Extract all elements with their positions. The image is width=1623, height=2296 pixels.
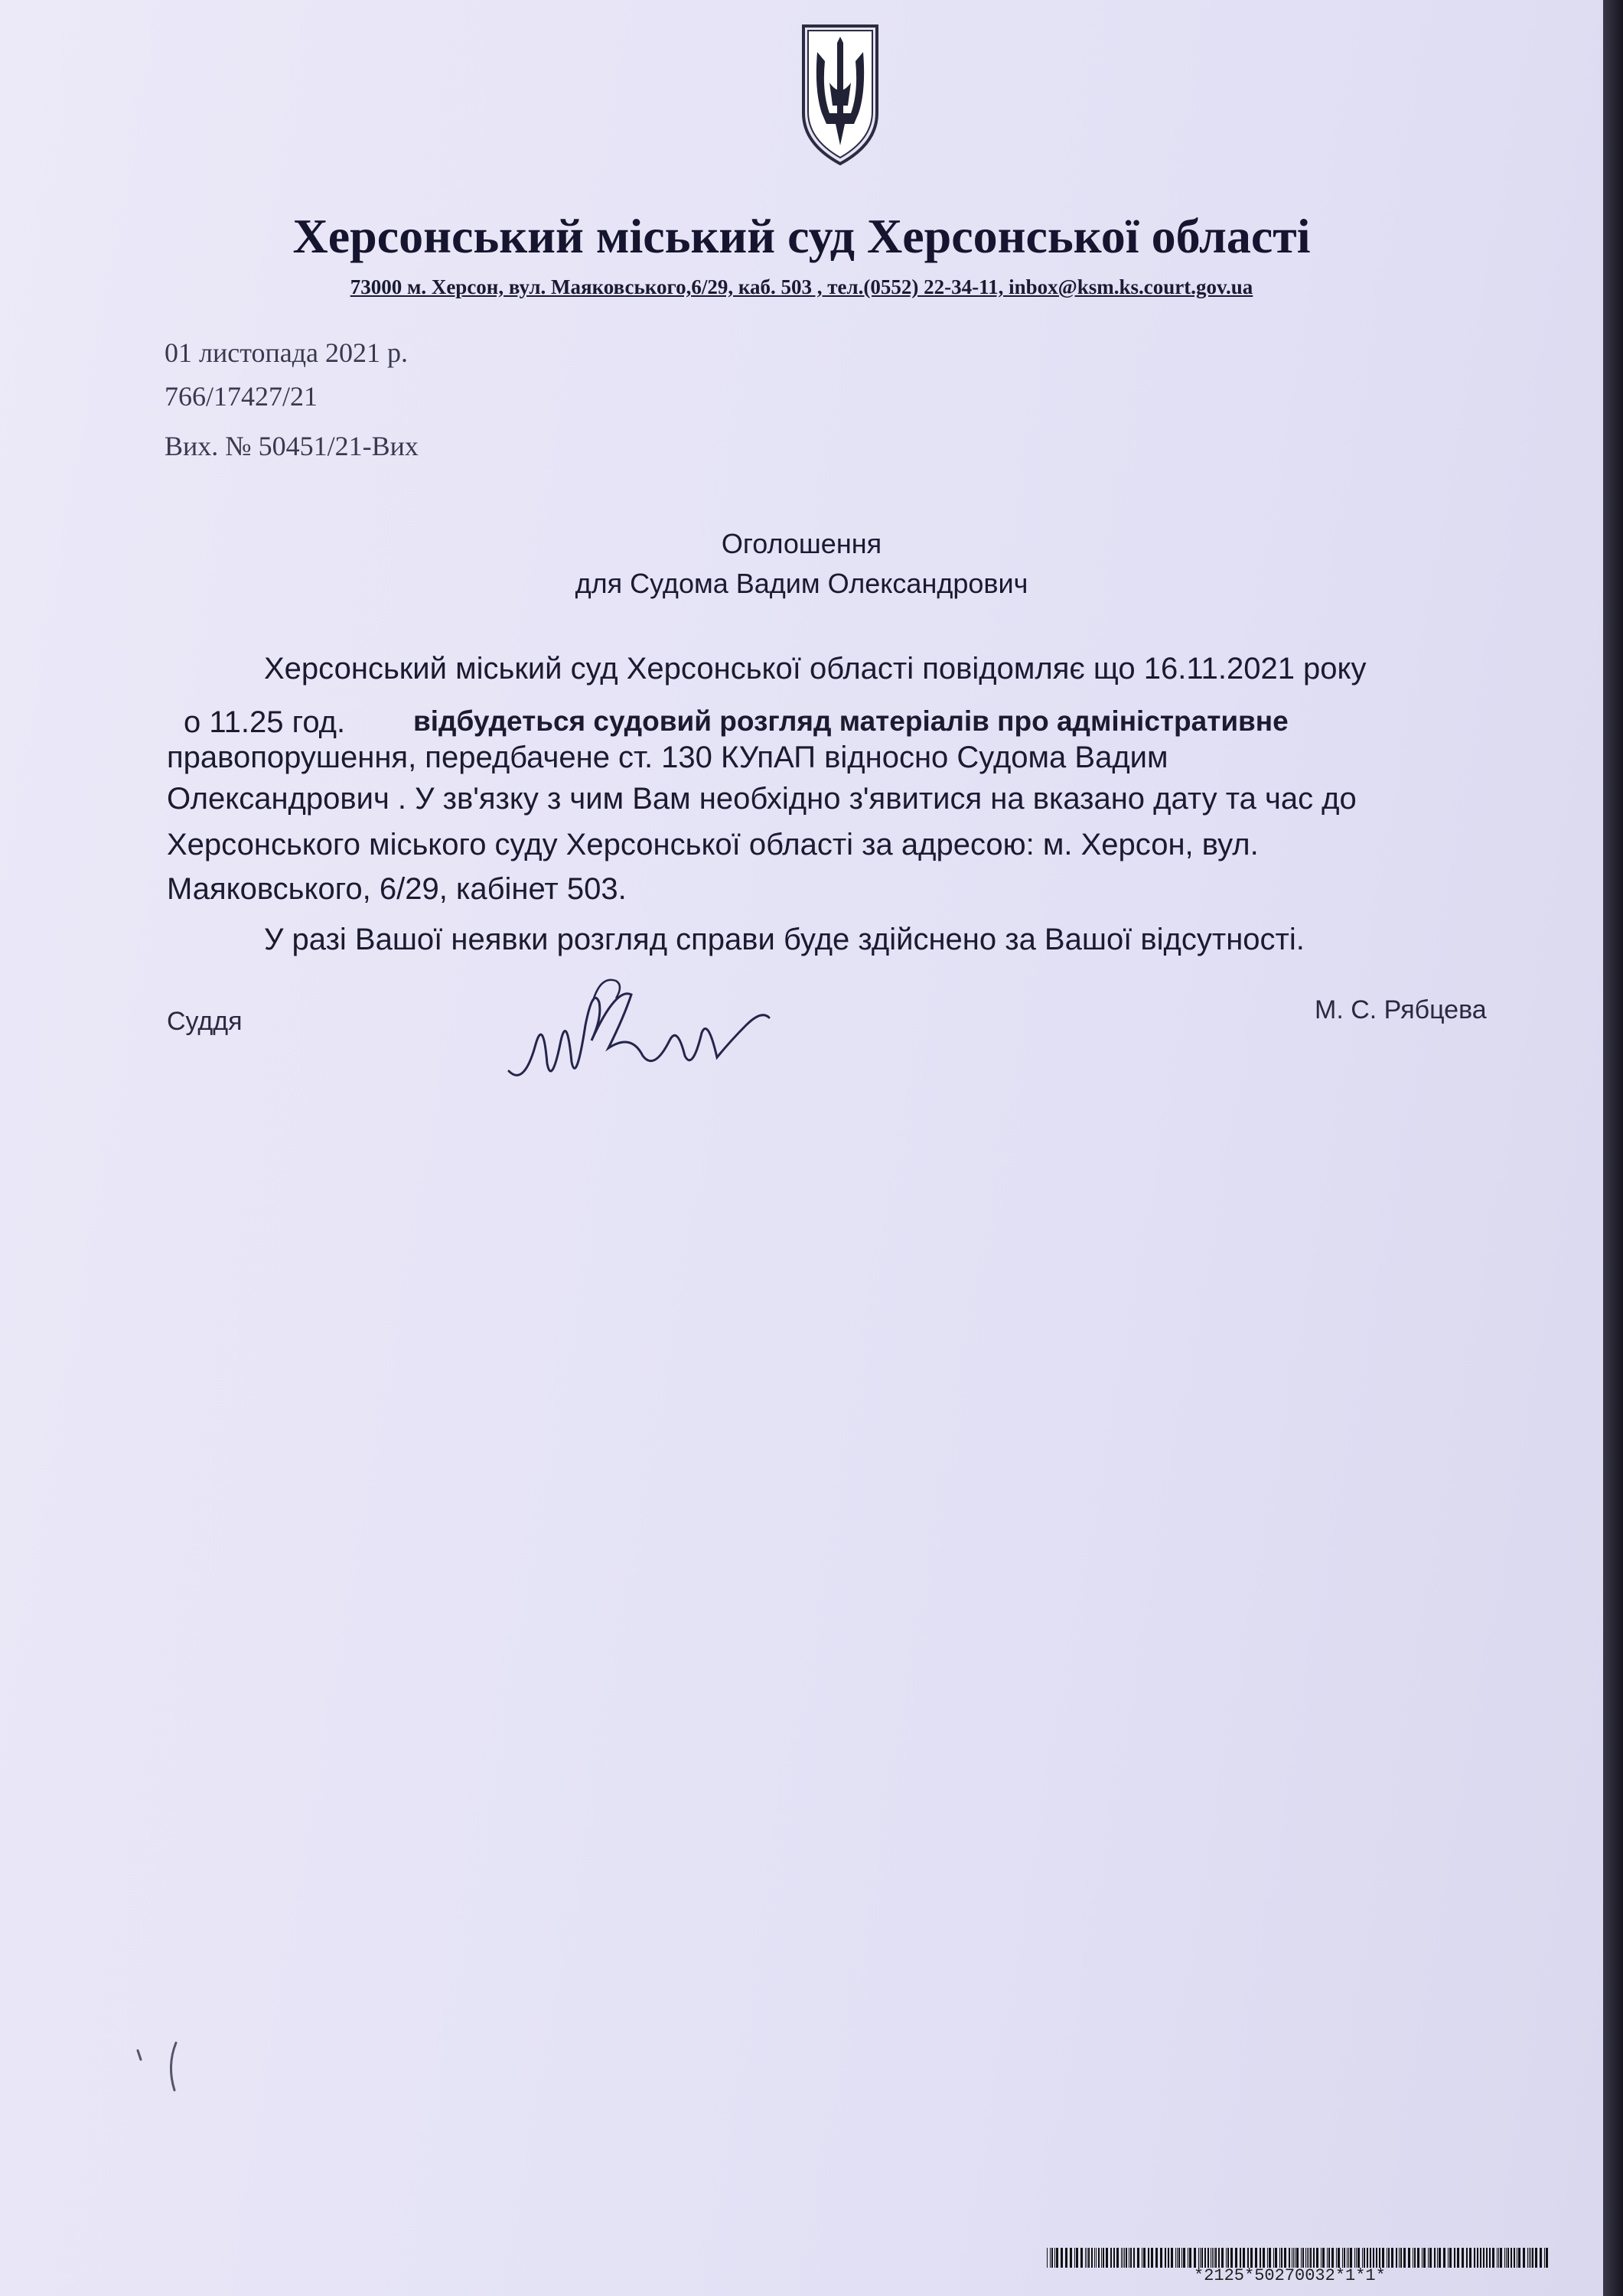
body-line-3: правопорушення, передбачене ст. 130 КУпАП відносно Судома Вадим — [167, 741, 1168, 774]
case-number: 766/17427/21 — [165, 381, 318, 412]
barcode-text: *2125*50270032*1*1* — [1194, 2266, 1386, 2285]
document-date: 01 листопада 2021 р. — [165, 337, 409, 368]
body-line-4: Олександрович . У зв'язку з чим Вам необхідно з'явитися на вказано дату та час до — [167, 782, 1357, 816]
handwritten-signature — [501, 972, 792, 1094]
body-line-1: Херсонський міський суд Херсонської області повідомляє що 16.11.2021 року — [264, 652, 1367, 686]
judge-name: М. С. Рябцева — [1315, 995, 1487, 1024]
signature-role: Суддя — [167, 1007, 243, 1036]
body-line-5: Херсонського міського суду Херсонської області за адресою: м. Херсон, вул. — [167, 828, 1259, 861]
court-address — [0, 275, 1603, 299]
body-line-7: У разі Вашої неявки розгляд справи буде здійснено за Вашої відсутності. — [264, 923, 1305, 956]
pen-mark — [130, 2035, 199, 2096]
court-address-text: 73000 м. Херсон, вул. Маяковського,6/29, каб. 503 , тел.(0552) 22-34-11, inbox@ksm.ks.court.gov.ua — [350, 275, 1253, 298]
trident-emblem-icon — [799, 21, 882, 167]
barcode-icon — [1047, 2248, 1552, 2268]
body-line-2: відбудеться судовий розгляд матеріалів про адміністративне — [413, 705, 1289, 737]
notice-recipient: для Судома Вадим Олександрович — [575, 568, 1028, 599]
body-line-6: Маяковського, 6/29, кабінет 503. — [167, 872, 627, 906]
page-edge — [1603, 0, 1623, 2296]
body-line-2-time: о 11.25 год. — [184, 705, 346, 739]
court-name: Херсонський міський суд Херсонської області — [292, 209, 1311, 263]
notice-title: Оголошення — [721, 528, 882, 559]
outgoing-number: Вих. № 50451/21-Вих — [165, 431, 419, 461]
